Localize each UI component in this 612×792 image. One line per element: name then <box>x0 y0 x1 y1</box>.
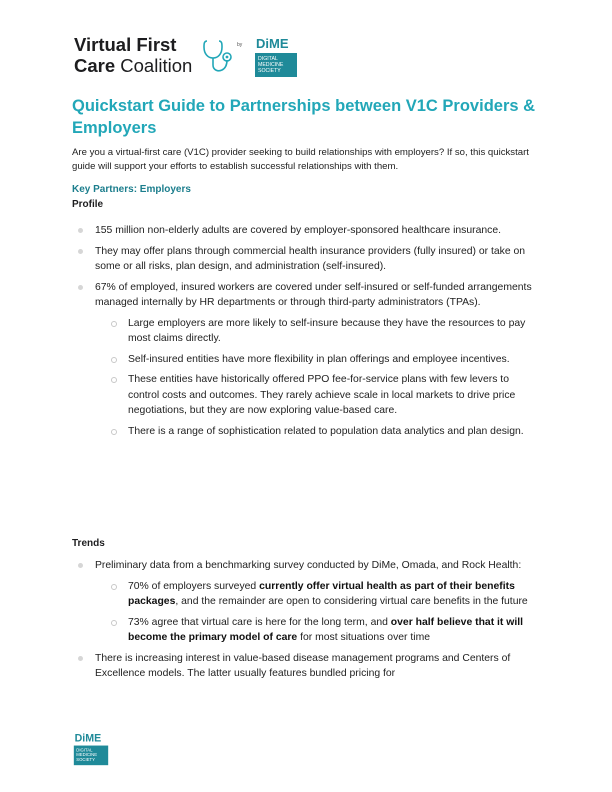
list-item: There is increasing interest in value-based disease management programs and Centers of Excellence models. The latter usually features bundled pricing for <box>72 651 532 682</box>
sub-list-item: These entities have historically offered PPO fee-for-service plans with few levers to control costs and outcomes. They rarely achieve scale in local markets to drive price negotiations, but they are now exploring value-based care. <box>72 372 532 419</box>
sub-list-item <box>72 615 532 646</box>
trends-list <box>72 558 532 682</box>
sub-list-item: Large employers are more likely to self-insure because they have the resources to pay most claims directly. <box>72 316 532 347</box>
intro-paragraph: Are you a virtual-first care (V1C) provider seeking to build relationships with employers? If so, this quickstart guide will support your efforts to establish successful relationships with them. <box>72 147 529 172</box>
section-heading-partners: Key Partners: Employers <box>72 184 191 195</box>
dime-footer-line-2: MEDICINE <box>76 752 98 758</box>
list-item: Preliminary data from a benchmarking survey conducted by DiMe, Omada, and Rock Health: <box>72 558 532 574</box>
by-label: by <box>237 42 243 48</box>
dime-logo-line-3: SOCIETY <box>258 68 281 74</box>
list-item: 67% of employed, insured workers are covered under self-insured or self-funded arrangements managed internally by HR departments or through third-party administrators (TPAs). <box>72 280 532 311</box>
stethoscope-icon <box>202 38 234 74</box>
page-title: Quickstart Guide to Partnerships between V1C Providers & Employers <box>72 97 536 137</box>
trend-73-text: 73% agree that virtual care is here for the long term, and <box>128 616 391 628</box>
sub-list-item <box>72 579 532 610</box>
logo-care: Care <box>74 55 116 76</box>
list-item: They may offer plans through commercial health insurance providers (fully insured) or take on some or all risks, plan design, and administration (self-insured). <box>72 244 532 275</box>
list-item: 155 million non-elderly adults are covered by employer-sponsored healthcare insurance. <box>72 223 532 239</box>
profile-list <box>72 223 532 439</box>
logo-line-2 <box>74 55 214 76</box>
trend-70-text: 70% of employers surveyed <box>128 580 260 592</box>
dime-footer-line-1: DIGITAL <box>76 747 93 753</box>
trend-73-rest: for most situations over time <box>297 632 431 643</box>
dime-footer-logo <box>72 730 110 766</box>
dime-footer-line-3: SOCIETY <box>76 757 95 763</box>
dime-logo-line-1: DIGITAL <box>258 56 278 62</box>
trend-73-bold: over half believe that it will become the primary model of care <box>128 616 524 643</box>
logo-line-1: Virtual First <box>74 34 177 55</box>
dime-footer-word: DiME <box>74 732 102 745</box>
dime-logo-word: DiME <box>256 36 289 51</box>
sub-list-item: Self-insured entities have more flexibility in plan offerings and employee incentives. <box>72 352 532 368</box>
logo-coalition: Coalition <box>115 55 193 76</box>
coalition-logo <box>74 34 214 76</box>
dime-logo <box>254 34 298 78</box>
sub-list-item: There is a range of sophistication related to population data analytics and plan design. <box>72 424 532 440</box>
trend-70-rest: , and the remainder are open to considering virtual care benefits in the future <box>175 596 528 607</box>
section-heading-profile: Profile <box>72 199 104 210</box>
trend-70-bold: currently offer virtual health as part of their benefits packages <box>128 580 515 607</box>
section-heading-trends: Trends <box>72 538 105 549</box>
dime-logo-line-2: MEDICINE <box>258 62 284 68</box>
